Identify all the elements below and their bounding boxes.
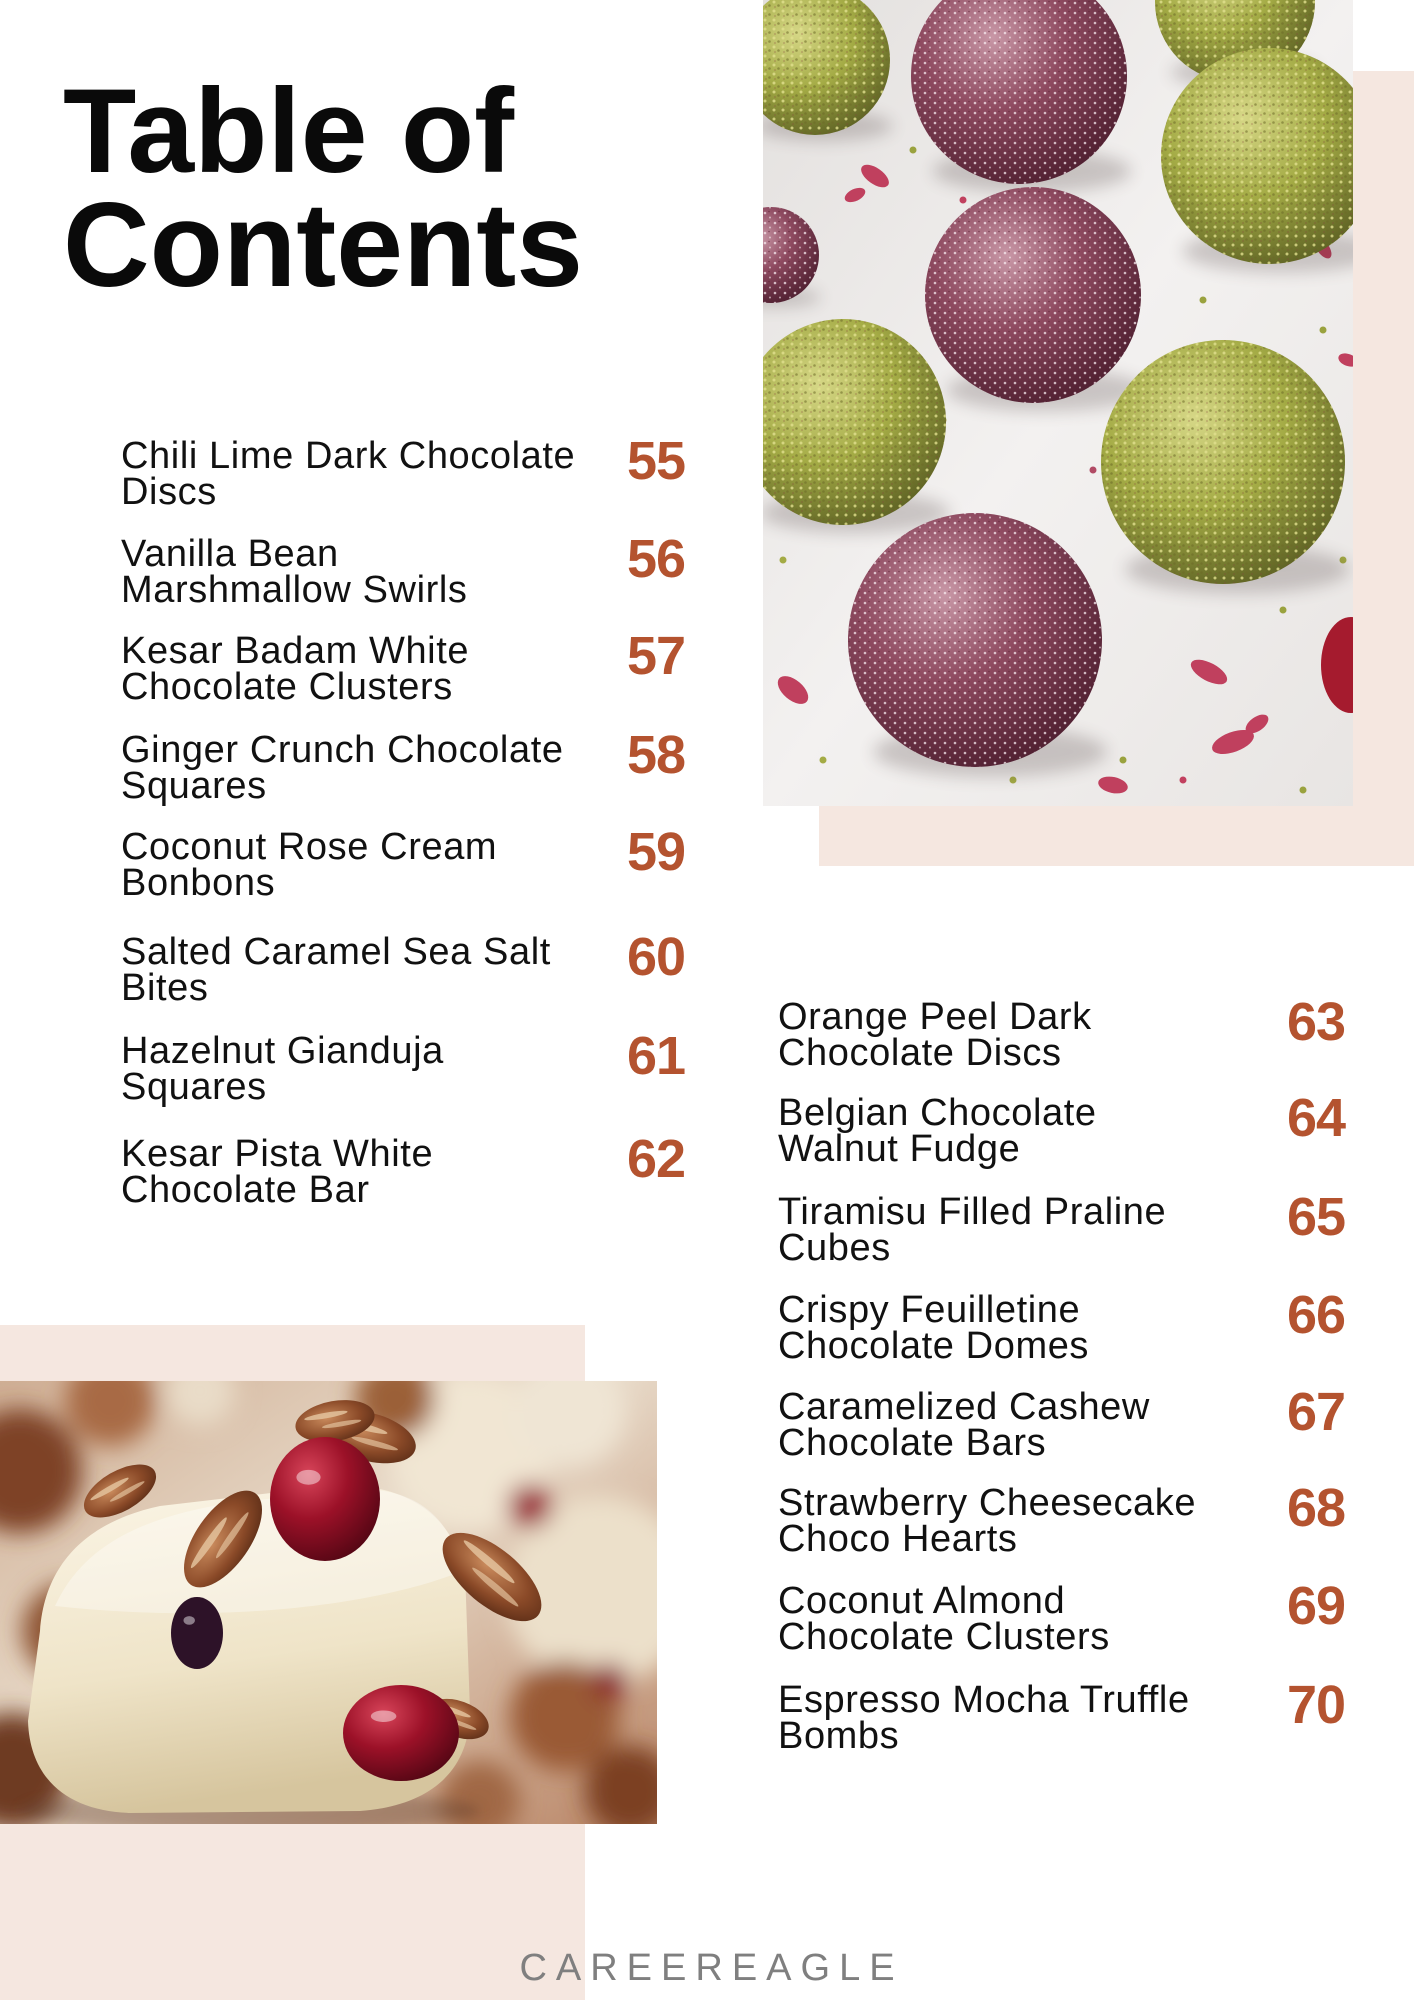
toc-entry: [778, 1285, 1378, 1372]
toc-page-number: 67: [1287, 1382, 1346, 1442]
toc-page-number: 55: [627, 431, 686, 491]
toc-page-number: 62: [627, 1129, 686, 1189]
toc-page-number: 57: [627, 626, 686, 686]
toc-title-line: Chocolate Clusters: [121, 666, 453, 708]
truffle-coating: [925, 187, 1141, 403]
toc-page-number: 66: [1287, 1285, 1346, 1345]
toc-entry: [778, 992, 1378, 1079]
cranberry-gloss: [183, 1616, 194, 1625]
crumb: [780, 557, 787, 564]
toc-title-line: Bites: [121, 967, 209, 1009]
toc-entry: [778, 1478, 1378, 1565]
toc-entry: [778, 1576, 1378, 1663]
cranberry-gloss: [296, 1470, 320, 1485]
toc-page-number: 64: [1287, 1088, 1346, 1148]
toc-title-line: Chocolate Bars: [778, 1422, 1047, 1464]
toc-title-line: Strawberry Cheesecake: [778, 1482, 1197, 1524]
toc-title-line: Chocolate Clusters: [778, 1616, 1110, 1658]
blurred-bokeh: [592, 1663, 628, 1699]
toc-title-line: Walnut Fudge: [778, 1128, 1021, 1170]
toc-title-line: Squares: [121, 1066, 267, 1108]
crumb: [1010, 777, 1017, 784]
toc-title-line: Bonbons: [121, 862, 276, 904]
toc-page-number: 68: [1287, 1478, 1346, 1538]
toc-page-number: 69: [1287, 1576, 1346, 1636]
dried-cranberry: [171, 1597, 223, 1669]
toc-title-line: Tiramisu Filled Praline: [778, 1191, 1167, 1233]
toc-entry: [778, 1675, 1378, 1762]
toc-title-line: Bombs: [778, 1715, 900, 1757]
toc-page-number: 59: [627, 822, 686, 882]
dried-cranberry: [270, 1437, 380, 1561]
toc-title-line: Hazelnut Gianduja: [121, 1030, 444, 1072]
cranberry-gloss: [371, 1710, 397, 1722]
toc-title-line: Kesar Pista White: [121, 1133, 434, 1175]
toc-title-line: Coconut Almond: [778, 1580, 1066, 1622]
brand-logo: CAREEREAGLE: [519, 1947, 904, 1989]
crumb: [1320, 327, 1327, 334]
toc-title-line: Coconut Rose Cream: [121, 826, 498, 868]
toc-title-line: Chili Lime Dark Chocolate: [121, 435, 576, 477]
toc-entry: [121, 626, 721, 713]
blurred-bokeh: [508, 1484, 552, 1528]
toc-title-line: Crispy Feuilletine: [778, 1289, 1081, 1331]
toc-title-line: Choco Hearts: [778, 1518, 1018, 1560]
toc-page-number: 56: [627, 529, 686, 589]
truffles-photo: [763, 0, 1353, 806]
toc-title-line: Chocolate Bar: [121, 1169, 370, 1211]
title-line: Table of: [63, 64, 515, 198]
toc-title-line: Kesar Badam White: [121, 630, 470, 672]
toc-entry: [121, 927, 721, 1014]
toc-entry: [121, 822, 721, 909]
toc-title-line: Belgian Chocolate: [778, 1092, 1097, 1134]
toc-entry: [121, 1026, 721, 1113]
toc-entry: [778, 1088, 1378, 1175]
crumb: [1300, 787, 1307, 794]
toc-entry: [121, 725, 721, 812]
toc-page-number: 58: [627, 725, 686, 785]
toc-page-number: 61: [627, 1026, 686, 1086]
toc-title-line: Vanilla Bean: [121, 533, 339, 575]
crumb: [820, 757, 827, 764]
toc-left-column: [121, 431, 721, 1218]
toc-entry: [778, 1187, 1378, 1274]
crumb: [960, 197, 967, 204]
toc-title-line: Salted Caramel Sea Salt: [121, 931, 551, 973]
toc-title-line: Espresso Mocha Truffle: [778, 1679, 1190, 1721]
toc-title-line: Cubes: [778, 1227, 891, 1269]
crumb: [1200, 297, 1207, 304]
title-line: Contents: [63, 178, 583, 312]
dried-cranberry: [343, 1685, 459, 1781]
crumb: [1280, 607, 1287, 614]
toc-entry: [121, 529, 721, 616]
crumb: [1090, 467, 1097, 474]
crumb: [1180, 777, 1187, 784]
toc-title-line: Orange Peel Dark: [778, 996, 1092, 1038]
crumb: [910, 147, 917, 154]
toc-entry: [778, 1382, 1378, 1469]
toc-title-line: Chocolate Discs: [778, 1032, 1062, 1074]
toc-page-number: 60: [627, 927, 686, 987]
toc-entry: [121, 431, 721, 518]
page-title: [63, 64, 583, 312]
bonbon-photo: [0, 1381, 657, 1824]
toc-page-number: 63: [1287, 992, 1346, 1052]
toc-title-line: Squares: [121, 765, 267, 807]
toc-title-line: Chocolate Domes: [778, 1325, 1090, 1367]
toc-title-line: Ginger Crunch Chocolate: [121, 729, 564, 771]
toc-title-line: Marshmallow Swirls: [121, 569, 468, 611]
toc-title-line: Discs: [121, 471, 217, 513]
toc-right-column: [778, 992, 1378, 1764]
toc-page-number: 65: [1287, 1187, 1346, 1247]
truffle-coating: [848, 513, 1102, 767]
toc-page-number: 70: [1287, 1675, 1346, 1735]
truffle-coating: [1101, 340, 1345, 584]
toc-entry: [121, 1129, 721, 1216]
toc-title-line: Caramelized Cashew: [778, 1386, 1150, 1428]
crumb: [1120, 757, 1127, 764]
